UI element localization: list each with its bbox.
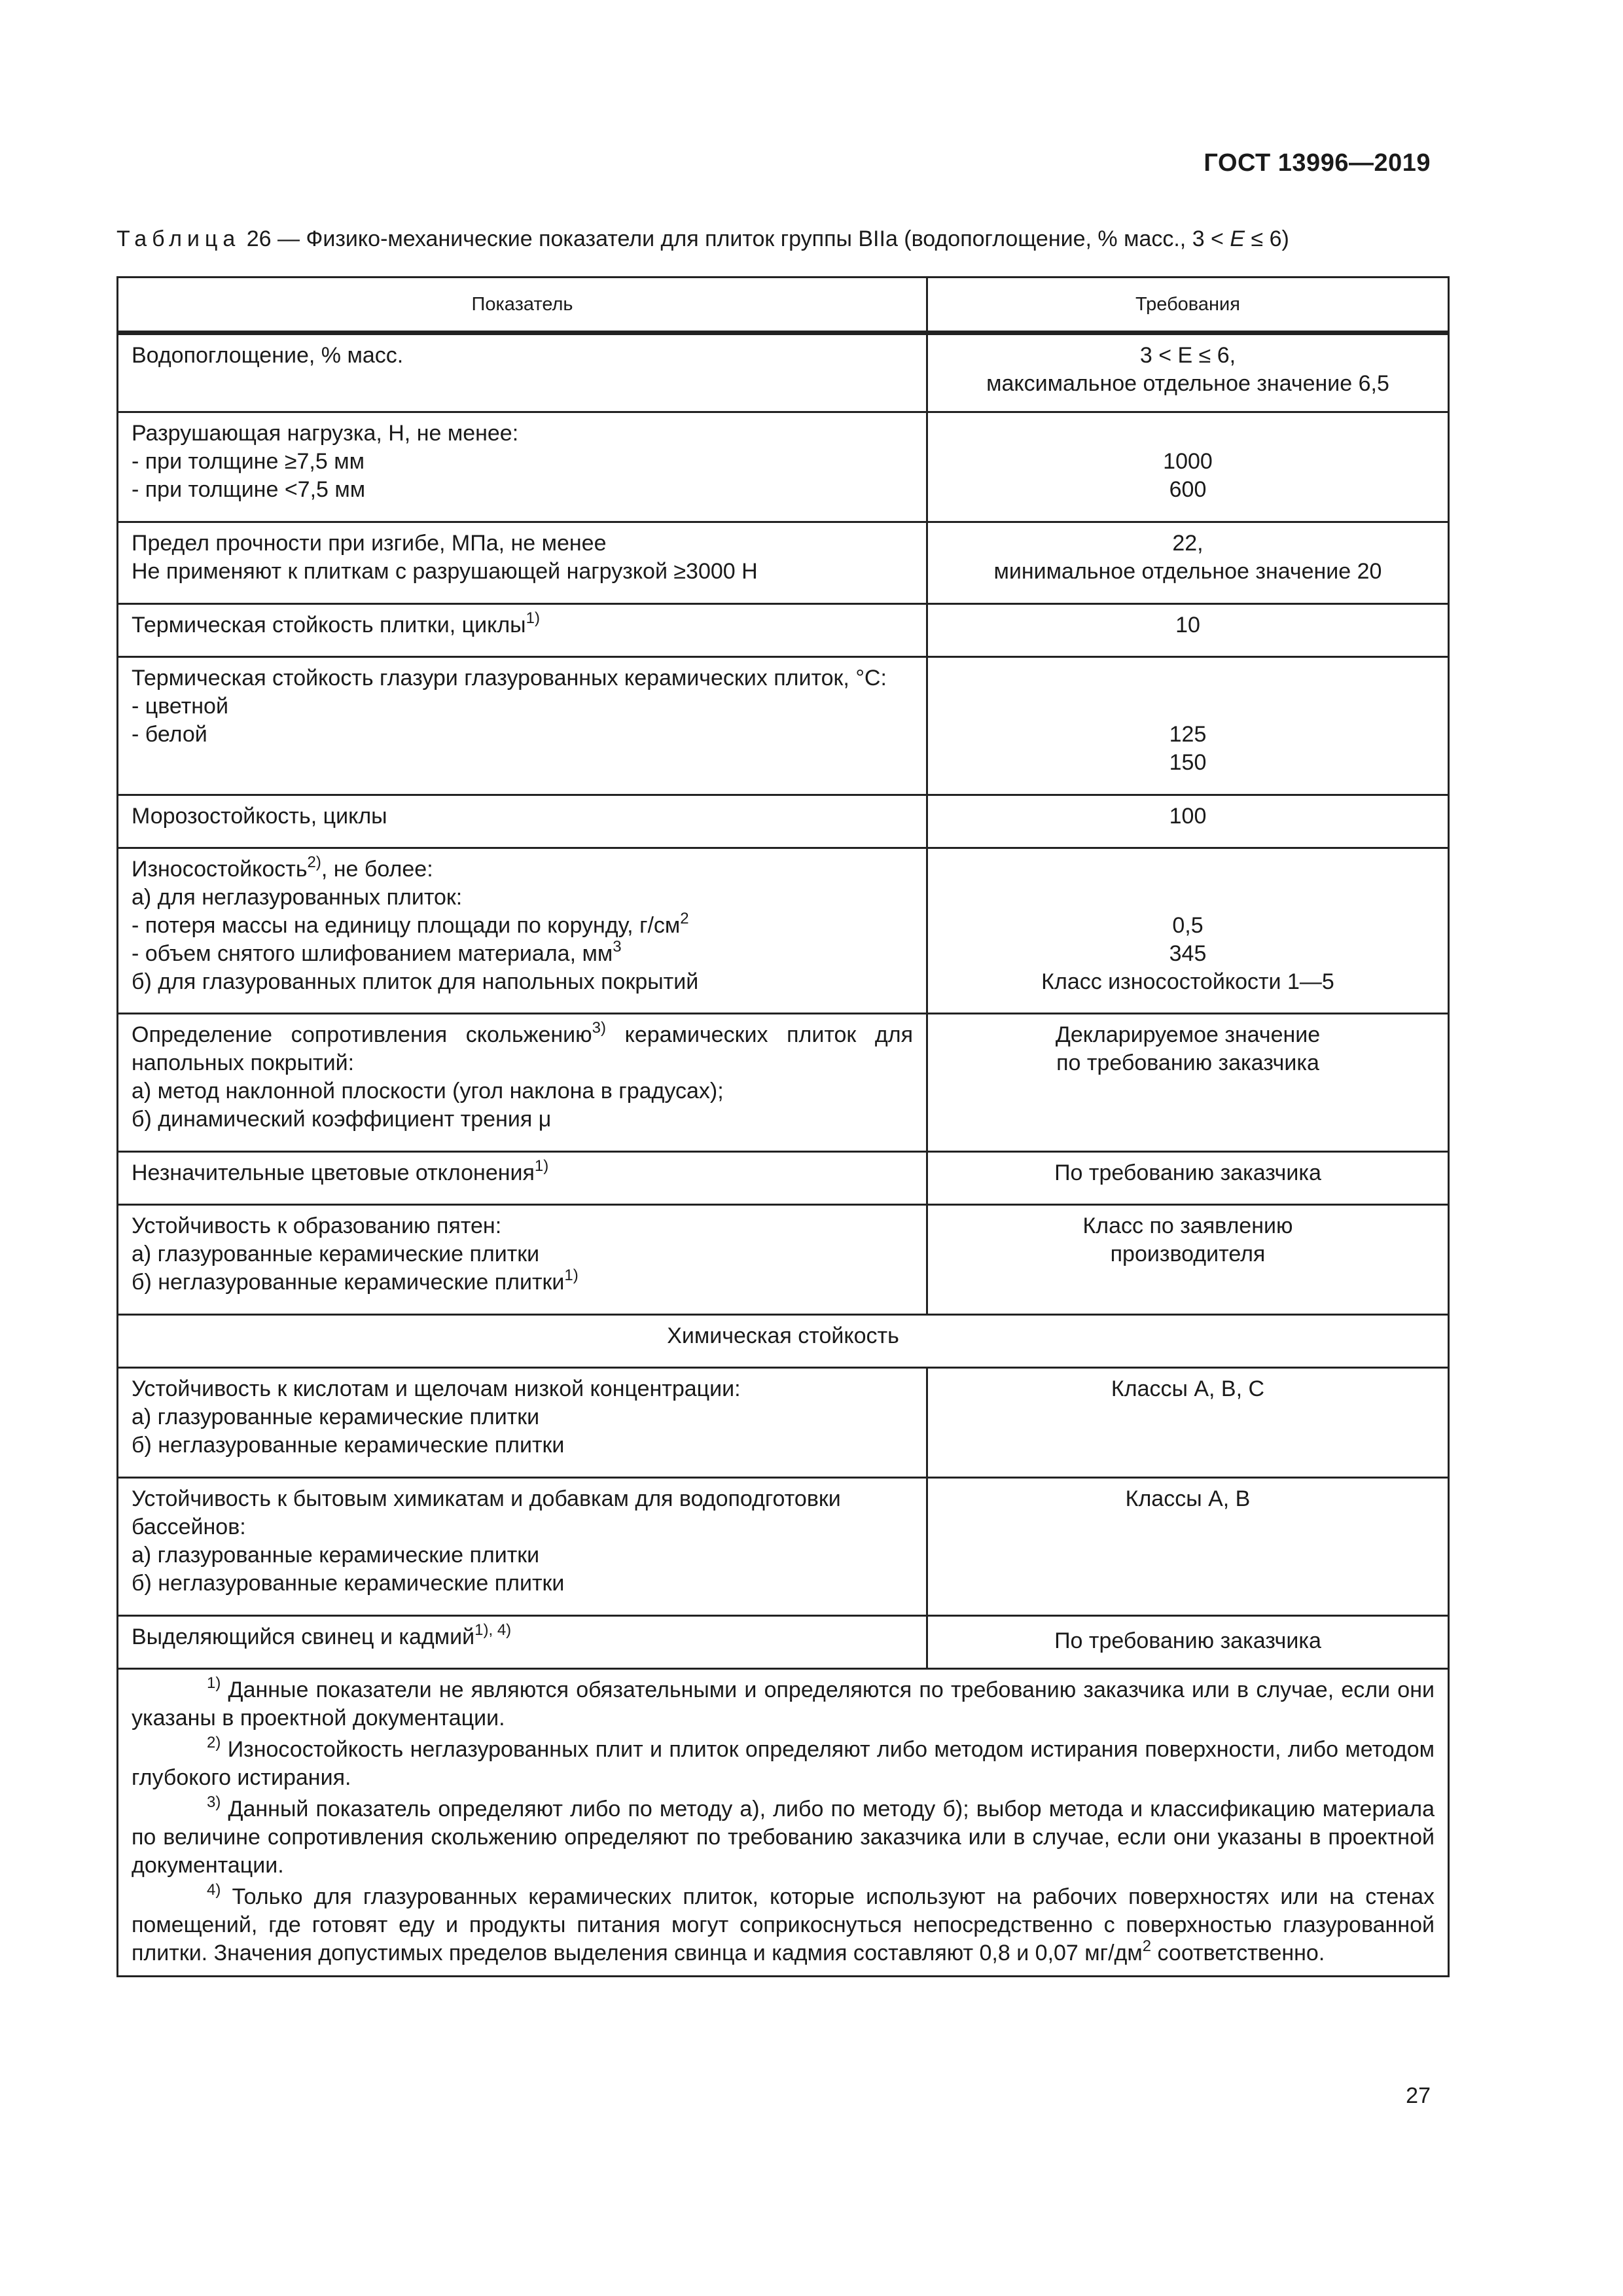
cell-text: 100 xyxy=(1169,804,1207,829)
cell-line: а) метод наклонной плоскости (угол наклона в градусах); xyxy=(132,1079,724,1103)
caption-word: Таблица xyxy=(116,226,241,251)
table-row xyxy=(118,604,1449,657)
page-number: 27 xyxy=(1406,2083,1431,2108)
cell-line: минимальное отдельное значение 20 xyxy=(993,559,1382,584)
indicator-cell xyxy=(118,657,927,795)
table-row xyxy=(118,795,1449,848)
cell-text: - объем снятого шлифованием материала, мм xyxy=(132,941,613,966)
cell-line: 1000 xyxy=(1163,449,1213,474)
footnote-text: Данные показатели не являются обязательными и определяются по требованию заказчика или в случае, если они указаны в проектной документации. xyxy=(132,1677,1435,1731)
indicator-cell xyxy=(118,412,927,522)
requirement-cell xyxy=(927,1368,1449,1478)
requirement-cell xyxy=(927,1478,1449,1616)
cell-line xyxy=(132,940,913,968)
cell-text: Классы А, В, С xyxy=(1111,1376,1265,1401)
table-row xyxy=(118,1368,1449,1478)
requirement-cell xyxy=(927,795,1449,848)
requirements-table xyxy=(116,276,1450,1977)
footnote xyxy=(132,1676,1435,1732)
cell-text: Выделяющийся свинец и кадмий xyxy=(132,1624,475,1649)
cell-line: б) для глазурованных плиток для напольных покрытий xyxy=(132,969,699,994)
table-row xyxy=(118,522,1449,604)
requirement-cell xyxy=(927,1152,1449,1205)
cell-text: Износостойкость xyxy=(132,857,308,882)
column-header-indicator: Показатель xyxy=(118,278,927,333)
section-row xyxy=(118,1315,1449,1368)
indicator-cell xyxy=(118,604,927,657)
indicator-cell xyxy=(118,848,927,1014)
cell-line: б) динамический коэффициент трения μ xyxy=(132,1107,552,1132)
caption-number: 26 xyxy=(246,226,272,251)
indicator-cell xyxy=(118,795,927,848)
footnote-text: Износостойкость неглазурованных плит и плиток определяют либо методом истирания поверхности, либо методом глубокого истирания. xyxy=(132,1737,1435,1790)
footnotes-cell xyxy=(118,1669,1449,1977)
cell-line: а) для неглазурованных плиток: xyxy=(132,885,463,910)
footnote-ref: 1) xyxy=(534,1157,549,1175)
footnote-mark: 1) xyxy=(207,1674,221,1692)
requirement-cell xyxy=(927,657,1449,795)
unit-exponent: 2 xyxy=(680,910,689,927)
caption-text: — Физико-механические показатели для плиток группы BIIa (водопоглощение, % масс., 3 < xyxy=(271,226,1230,251)
indicator-cell xyxy=(118,522,927,604)
cell-line xyxy=(941,420,1435,448)
cell-text: 10 xyxy=(1175,613,1200,637)
indicator-cell xyxy=(118,1616,927,1669)
cell-line xyxy=(132,1268,913,1297)
footnote-ref: 1) xyxy=(564,1266,579,1284)
cell-line xyxy=(132,855,913,884)
cell-line: - белой xyxy=(132,722,207,747)
cell-line: Предел прочности при изгибе, МПа, не менее xyxy=(132,531,607,556)
requirement-cell xyxy=(927,848,1449,1014)
cell-text: По требованию заказчика xyxy=(1054,1628,1321,1653)
cell-text: керамических плиток для напольных покрытий: xyxy=(132,1022,913,1075)
cell-text: Морозостойкость, циклы xyxy=(132,804,387,829)
table-row xyxy=(118,1205,1449,1315)
footnote xyxy=(132,1736,1435,1792)
footnote-ref: 1), 4) xyxy=(474,1621,512,1639)
footnote-text: Данный показатель определяют либо по методу а), либо по методу б); выбор метода и классификацию материала по величине сопротивления скольжению определяют по требованию заказчика или в случае, если они указаны в проектной документации. xyxy=(132,1797,1435,1878)
table-header-row xyxy=(118,278,1449,333)
table-caption xyxy=(116,226,1445,252)
table-row xyxy=(118,1014,1449,1152)
requirement-cell xyxy=(927,604,1449,657)
footnote-mark: 4) xyxy=(207,1881,221,1899)
cell-line: по требованию заказчика xyxy=(1056,1050,1319,1075)
cell-line: Устойчивость к кислотам и щелочам низкой концентрации: xyxy=(132,1376,741,1401)
cell-line: б) неглазурованные керамические плитки xyxy=(132,1571,565,1596)
indicator-cell xyxy=(118,1368,927,1478)
cell-line: а) глазурованные керамические плитки xyxy=(132,1242,540,1266)
caption-text-end: ≤ 6) xyxy=(1245,226,1289,251)
cell-text: Классы А, В xyxy=(1125,1486,1251,1511)
indicator-cell xyxy=(118,1205,927,1315)
cell-lead-text xyxy=(132,1021,913,1077)
column-header-requirements: Требования xyxy=(927,278,1449,333)
cell-line: 0,5 xyxy=(1172,913,1204,938)
cell-line: Класс износостойкости 1—5 xyxy=(1041,969,1334,994)
table-row xyxy=(118,1616,1449,1669)
caption-variable: E xyxy=(1230,226,1245,251)
footnote xyxy=(132,1883,1435,1967)
cell-line: 22, xyxy=(1172,531,1204,556)
table-row xyxy=(118,412,1449,522)
table-row xyxy=(118,333,1449,412)
requirement-cell xyxy=(927,522,1449,604)
cell-text: Термическая стойкость плитки, циклы xyxy=(132,613,526,637)
cell-line: Устойчивость к образованию пятен: xyxy=(132,1213,502,1238)
cell-text: Незначительные цветовые отклонения xyxy=(132,1160,535,1185)
footnote-ref: 3) xyxy=(592,1019,606,1037)
indicator-cell xyxy=(118,333,927,412)
section-heading: Химическая стойкость xyxy=(118,1315,1449,1368)
requirement-cell xyxy=(927,1205,1449,1315)
cell-line: б) неглазурованные керамические плитки xyxy=(132,1433,565,1458)
cell-lead-text: Устойчивость к бытовым химикатам и добавкам для водоподготовки бассейнов: xyxy=(132,1486,841,1539)
cell-line: 3 < E ≤ 6, xyxy=(1139,343,1236,368)
footnote-ref: 1) xyxy=(526,609,540,627)
cell-line: 150 xyxy=(1169,750,1207,775)
cell-line: 125 xyxy=(1169,722,1207,747)
document-code: ГОСТ 13996—2019 xyxy=(1204,149,1431,177)
table-row xyxy=(118,1152,1449,1205)
footnotes-row xyxy=(118,1669,1449,1977)
indicator-cell xyxy=(118,1014,927,1152)
cell-text: , не более: xyxy=(321,857,433,882)
cell-line: Не применяют к плиткам с разрушающей нагрузкой ≥3000 Н xyxy=(132,559,758,584)
cell-line: 345 xyxy=(1169,941,1207,966)
table-row xyxy=(118,1478,1449,1616)
table-row xyxy=(118,848,1449,1014)
cell-line: Разрушающая нагрузка, Н, не менее: xyxy=(132,421,519,446)
unit-exponent: 3 xyxy=(613,938,622,956)
cell-text: б) неглазурованные керамические плитки xyxy=(132,1270,565,1295)
cell-line: а) глазурованные керамические плитки xyxy=(132,1405,540,1429)
cell-text: - потеря массы на единицу площади по корунду, г/см xyxy=(132,913,681,938)
cell-line: Декларируемое значение xyxy=(1055,1022,1321,1047)
unit-exponent: 2 xyxy=(1142,1937,1152,1955)
cell-line xyxy=(132,912,913,940)
cell-line: Класс по заявлению xyxy=(1082,1213,1293,1238)
cell-line: - при толщине <7,5 мм xyxy=(132,477,366,502)
requirement-cell xyxy=(927,1014,1449,1152)
cell-lead-text: Термическая стойкость глазури глазурованных керамических плиток, °С: xyxy=(132,666,887,691)
cell-line: 600 xyxy=(1169,477,1207,502)
cell-text: Определение сопротивления скольжению xyxy=(132,1022,592,1047)
indicator-cell xyxy=(118,1152,927,1205)
cell-line: производителя xyxy=(1110,1242,1266,1266)
footnote-mark: 2) xyxy=(207,1734,221,1751)
cell-line: а) глазурованные керамические плитки xyxy=(132,1543,540,1568)
footnote-text: соответственно. xyxy=(1151,1941,1325,1965)
indicator-cell xyxy=(118,1478,927,1616)
requirement-cell xyxy=(927,333,1449,412)
cell-line: - при толщине ≥7,5 мм xyxy=(132,449,365,474)
table-row xyxy=(118,657,1449,795)
requirement-cell xyxy=(927,1616,1449,1669)
cell-line: - цветной xyxy=(132,694,228,719)
cell-text: По требованию заказчика xyxy=(1054,1160,1321,1185)
cell-line: максимальное отдельное значение 6,5 xyxy=(986,371,1389,396)
cell-line: Водопоглощение, % масс. xyxy=(132,343,404,368)
footnote-mark: 3) xyxy=(207,1793,221,1811)
footnote xyxy=(132,1795,1435,1880)
requirement-cell xyxy=(927,412,1449,522)
footnote-ref: 2) xyxy=(307,853,321,871)
footnote-text: Только для глазурованных керамических плиток, которые используют на рабочих поверхностях или на стенах помещений, где готовят еду и продукты питания могут соприкоснуться непосредственно с поверхностью глазурованной плитки. Значения допустимых пределов выделения свинца и кадмия составляют 0,8 и 0,07 мг/дм xyxy=(132,1884,1435,1965)
